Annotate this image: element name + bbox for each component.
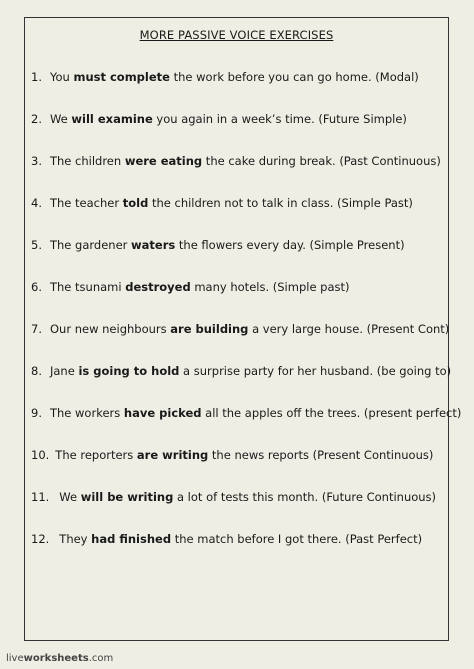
- item-text-after: all the apples off the trees. (present perfect): [201, 406, 462, 420]
- exercise-item-10: [31, 448, 433, 462]
- item-number: 8.: [31, 364, 42, 378]
- item-verb: are writing: [136, 448, 209, 462]
- watermark-light: live: [6, 653, 24, 664]
- item-text-after: the children not to talk in class. (Simple Past): [148, 196, 413, 210]
- item-number: 1.: [31, 70, 42, 84]
- item-verb: waters: [131, 238, 176, 252]
- item-text-before: We: [59, 490, 81, 504]
- worksheet-title: MORE PASSIVE VOICE EXERCISES: [139, 28, 334, 42]
- item-text-after: a lot of tests this month. (Future Continuous): [173, 490, 437, 504]
- item-text-before: The reporters: [55, 448, 137, 462]
- item-verb: are building: [170, 322, 249, 336]
- item-verb: is going to hold: [78, 364, 180, 378]
- item-verb: have picked: [123, 406, 202, 420]
- exercise-item-6: [31, 280, 350, 294]
- item-text-after: the news reports (Present Continuous): [208, 448, 434, 462]
- item-verb: destroyed: [125, 280, 191, 294]
- item-number: 7.: [31, 322, 42, 336]
- item-text-before: The gardener: [49, 238, 132, 252]
- item-text-before: The tsunami: [49, 280, 126, 294]
- item-verb: were eating: [124, 154, 203, 168]
- item-text-before: We: [49, 112, 72, 126]
- item-number: 9.: [31, 406, 42, 420]
- item-text-before: They: [59, 532, 92, 546]
- item-verb: had finished: [91, 532, 172, 546]
- exercise-item-7: [31, 322, 449, 336]
- liveworksheets-watermark: [6, 653, 113, 664]
- item-text-after: the work before you can go home. (Modal): [169, 70, 419, 84]
- item-verb: told: [122, 196, 149, 210]
- item-number: 6.: [31, 280, 42, 294]
- item-text-before: The workers: [49, 406, 124, 420]
- item-number: 11.: [31, 490, 50, 504]
- exercise-item-1: [31, 70, 419, 84]
- item-text-before: You: [49, 70, 74, 84]
- exercise-item-5: [31, 238, 405, 252]
- item-number: 12.: [31, 532, 50, 546]
- worksheet-frame: [24, 17, 462, 641]
- item-number: 5.: [31, 238, 42, 252]
- item-text-after: the flowers every day. (Simple Present): [175, 238, 405, 252]
- exercise-item-12: [31, 532, 422, 546]
- item-text-after: a very large house. (Present Cont): [248, 322, 450, 336]
- item-verb: must complete: [73, 70, 170, 84]
- exercise-item-9: [31, 406, 461, 420]
- item-text-before: Our new neighbours: [49, 322, 171, 336]
- exercise-item-8: [31, 364, 451, 378]
- item-text-before: The children: [49, 154, 125, 168]
- item-text-after: you again in a week’s time. (Future Simple): [152, 112, 407, 126]
- exercise-item-11: [31, 490, 436, 504]
- item-text-before: The teacher: [49, 196, 123, 210]
- item-verb: will be writing: [80, 490, 174, 504]
- item-number: 2.: [31, 112, 42, 126]
- item-text-after: the match before I got there. (Past Perfect): [171, 532, 423, 546]
- exercise-item-3: [31, 154, 441, 168]
- item-text-after: many hotels. (Simple past): [190, 280, 350, 294]
- item-text-after: a surprise party for her husband. (be going to): [179, 364, 452, 378]
- watermark-bold: worksheets: [23, 653, 89, 664]
- item-number: 10.: [31, 448, 50, 462]
- exercise-item-4: [31, 196, 413, 210]
- item-verb: will examine: [71, 112, 153, 126]
- item-number: 3.: [31, 154, 42, 168]
- item-text-after: the cake during break. (Past Continuous): [202, 154, 441, 168]
- item-text-before: Jane: [49, 364, 79, 378]
- item-number: 4.: [31, 196, 42, 210]
- exercise-item-2: [31, 112, 407, 126]
- watermark-suffix: .com: [88, 653, 114, 664]
